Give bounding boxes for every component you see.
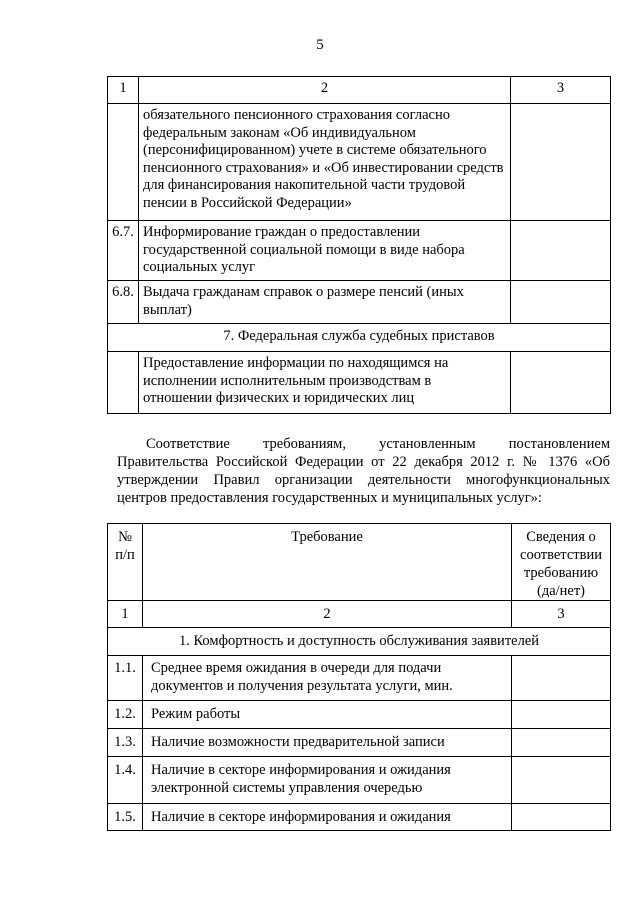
section-row [108, 628, 611, 656]
row-value [511, 221, 611, 281]
row-text: Наличие в секторе информирования и ожидания электронной системы управления очередью [143, 757, 512, 804]
header-number: № п/п [108, 524, 143, 601]
header-requirement: Требование [143, 524, 512, 601]
services-table [107, 76, 611, 414]
table-header-row [108, 524, 611, 601]
row-value [512, 656, 611, 701]
row-text: Наличие возможности предварительной записи [143, 729, 512, 757]
table-row [108, 656, 611, 701]
row-text: Наличие в секторе информирования и ожидания [143, 804, 512, 831]
row-number: 1.5. [108, 804, 143, 831]
section-title: 7. Федеральная служба судебных приставов [108, 324, 611, 352]
index-cell: 2 [143, 601, 512, 628]
table-row [108, 701, 611, 729]
table-row [108, 757, 611, 804]
section-title: 1. Комфортность и доступность обслуживания заявителей [108, 628, 611, 656]
table-row [108, 729, 611, 757]
table-index-row [108, 601, 611, 628]
header-cell: 2 [139, 77, 511, 104]
row-value [512, 804, 611, 831]
row-number: 1.3. [108, 729, 143, 757]
header-cell: 3 [511, 77, 611, 104]
table-row [108, 352, 611, 414]
requirements-paragraph: Соответствие требованиям, установленным постановлением Правительства Российской Федерации от 22 декабря 2012 г. № 1376 «Об утверждении Правил организации деятельности многофункциональных центров предоставления государственных и муниципальных услуг»: [117, 436, 610, 506]
row-value [511, 352, 611, 414]
row-number: 1.4. [108, 757, 143, 804]
row-number [108, 352, 139, 414]
row-number [108, 104, 139, 221]
table-header-row [108, 77, 611, 104]
row-number: 1.2. [108, 701, 143, 729]
table-row [108, 104, 611, 221]
row-number: 6.7. [108, 221, 139, 281]
table-row [108, 804, 611, 831]
row-text: Информирование граждан о предоставлении государственной социальной помощи в виде набора социальных услуг [139, 221, 511, 281]
row-number: 6.8. [108, 281, 139, 324]
page-number: 5 [316, 37, 324, 53]
requirements-table [107, 523, 611, 831]
row-text: обязательного пенсионного страхования согласно федеральным законам «Об индивидуальном (персонифицированном) учете в системе обязательного пенсионного страхования» и «Об инвестировании средств для финансирования накопительной части трудовой пенсии в Российской Федерации» [139, 104, 511, 221]
row-text: Режим работы [143, 701, 512, 729]
row-value [511, 281, 611, 324]
header-cell: 1 [108, 77, 139, 104]
table-row [108, 221, 611, 281]
header-compliance: Сведения о соответствии требованию (да/нет) [512, 524, 611, 601]
row-text: Выдача гражданам справок о размере пенсий (иных выплат) [139, 281, 511, 324]
index-cell: 1 [108, 601, 143, 628]
index-cell: 3 [512, 601, 611, 628]
row-text: Предоставление информации по находящимся на исполнении исполнительным производствам в отношении физических и юридических лиц [139, 352, 511, 414]
row-text: Среднее время ожидания в очереди для подачи документов и получения результата услуги, мин. [143, 656, 512, 701]
row-value [512, 701, 611, 729]
row-value [511, 104, 611, 221]
row-value [512, 757, 611, 804]
row-value [512, 729, 611, 757]
row-number: 1.1. [108, 656, 143, 701]
section-row [108, 324, 611, 352]
table-row [108, 281, 611, 324]
